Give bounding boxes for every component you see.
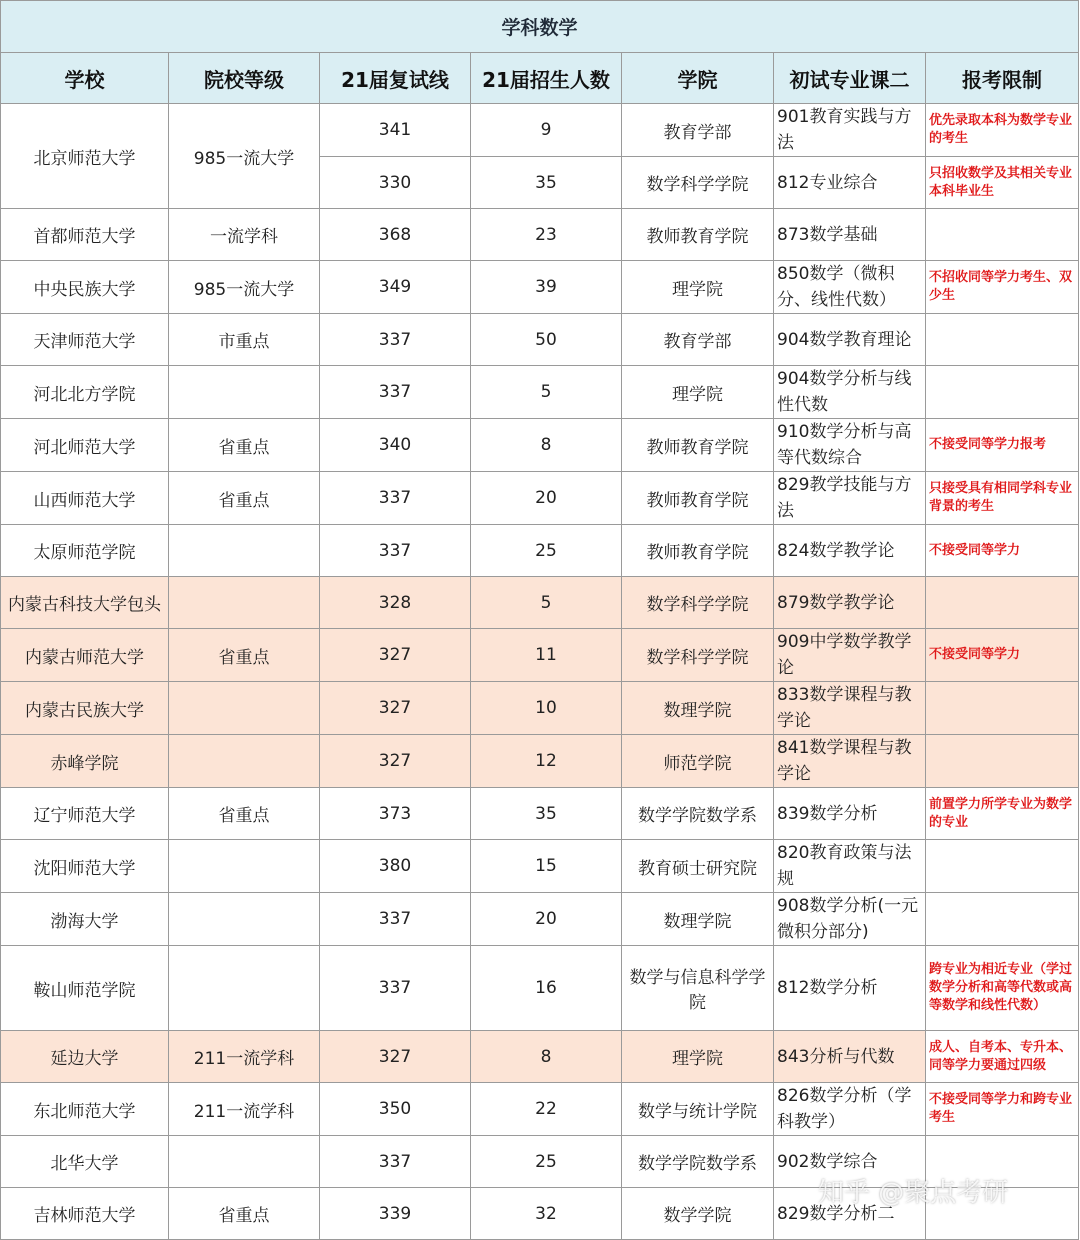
cell-course[interactable]: 879数学教学论 bbox=[774, 577, 926, 629]
cell-course[interactable]: 812数学分析 bbox=[774, 946, 926, 1031]
cell-score[interactable]: 341 bbox=[320, 104, 471, 157]
header-course[interactable]: 初试专业课二 bbox=[774, 53, 926, 104]
cell-limit[interactable] bbox=[926, 682, 1079, 735]
cell-limit[interactable]: 不接受同等学力报考 bbox=[926, 419, 1079, 472]
table-row bbox=[1, 314, 1079, 366]
cell-quota[interactable]: 16 bbox=[471, 946, 622, 1031]
header-limit[interactable]: 报考限制 bbox=[926, 53, 1079, 104]
cell-quota[interactable]: 35 bbox=[471, 788, 622, 840]
watermark-text: 知乎 @聚点考研 bbox=[818, 1178, 1009, 1208]
cell-level[interactable] bbox=[169, 893, 320, 946]
cell-level[interactable] bbox=[169, 366, 320, 419]
cell-score[interactable]: 337 bbox=[320, 366, 471, 419]
cell-limit[interactable] bbox=[926, 314, 1079, 366]
table-row bbox=[1, 946, 1079, 1031]
cell-level[interactable] bbox=[169, 525, 320, 577]
header-score[interactable]: 21届复试线 bbox=[320, 53, 471, 104]
cell-school[interactable]: 东北师范大学 bbox=[1, 1083, 169, 1136]
cell-limit[interactable]: 跨专业为相近专业（学过数学分析和高等代数或高等数学和线性代数） bbox=[926, 946, 1079, 1031]
cell-limit[interactable]: 成人、自考本、专升本、同等学力要通过四级 bbox=[926, 1031, 1079, 1083]
cell-course[interactable]: 829教学技能与方法 bbox=[774, 472, 926, 525]
cell-college[interactable]: 教育硕士研究院 bbox=[622, 840, 774, 893]
cell-college[interactable]: 教师教育学院 bbox=[622, 472, 774, 525]
cell-course[interactable]: 841数学课程与教学论 bbox=[774, 735, 926, 788]
cell-score[interactable]: 373 bbox=[320, 788, 471, 840]
cell-quota[interactable]: 20 bbox=[471, 893, 622, 946]
cell-level[interactable]: 省重点 bbox=[169, 472, 320, 525]
cell-college[interactable]: 师范学院 bbox=[622, 735, 774, 788]
cell-limit[interactable]: 只接受具有相同学科专业背景的考生 bbox=[926, 472, 1079, 525]
cell-course[interactable]: 829数学分析二 bbox=[774, 1188, 926, 1240]
cell-college[interactable]: 教师教育学院 bbox=[622, 419, 774, 472]
cell-quota[interactable]: 20 bbox=[471, 472, 622, 525]
header-level[interactable]: 院校等级 bbox=[169, 53, 320, 104]
table-row bbox=[1, 893, 1079, 946]
cell-limit[interactable] bbox=[926, 735, 1079, 788]
cell-limit[interactable] bbox=[926, 840, 1079, 893]
cell-course[interactable]: 843分析与代数 bbox=[774, 1031, 926, 1083]
cell-score[interactable]: 330 bbox=[320, 157, 471, 209]
cell-school[interactable]: 山西师范大学 bbox=[1, 472, 169, 525]
cell-school[interactable]: 赤峰学院 bbox=[1, 735, 169, 788]
cell-college[interactable]: 教师教育学院 bbox=[622, 209, 774, 261]
header-row bbox=[1, 53, 1079, 104]
cell-level[interactable]: 省重点 bbox=[169, 629, 320, 682]
cell-level[interactable]: 市重点 bbox=[169, 314, 320, 366]
cell-limit[interactable] bbox=[926, 1136, 1079, 1188]
cell-college[interactable]: 数学与统计学院 bbox=[622, 1083, 774, 1136]
cell-school[interactable]: 沈阳师范大学 bbox=[1, 840, 169, 893]
cell-school[interactable]: 内蒙古民族大学 bbox=[1, 682, 169, 735]
table-row bbox=[1, 1188, 1079, 1240]
cell-level[interactable]: 省重点 bbox=[169, 1188, 320, 1240]
cell-quota[interactable]: 8 bbox=[471, 1031, 622, 1083]
cell-level[interactable]: 985一流大学 bbox=[169, 261, 320, 314]
cell-quota[interactable]: 50 bbox=[471, 314, 622, 366]
cell-college[interactable]: 数学学院数学系 bbox=[622, 1136, 774, 1188]
cell-quota[interactable]: 11 bbox=[471, 629, 622, 682]
cell-school[interactable]: 北华大学 bbox=[1, 1136, 169, 1188]
cell-level[interactable] bbox=[169, 577, 320, 629]
cell-level[interactable]: 一流学科 bbox=[169, 209, 320, 261]
cell-quota[interactable]: 5 bbox=[471, 366, 622, 419]
cell-course[interactable]: 873数学基础 bbox=[774, 209, 926, 261]
cell-quota[interactable]: 8 bbox=[471, 419, 622, 472]
cell-score[interactable]: 380 bbox=[320, 840, 471, 893]
cell-score[interactable]: 368 bbox=[320, 209, 471, 261]
cell-limit[interactable]: 前置学力所学专业为数学的专业 bbox=[926, 788, 1079, 840]
cell-limit[interactable]: 不招收同等学力考生、双少生 bbox=[926, 261, 1079, 314]
table-row bbox=[1, 209, 1079, 261]
table-title: 学科数学 bbox=[1, 1, 1079, 53]
cell-course[interactable]: 902数学综合 bbox=[774, 1136, 926, 1188]
table-row bbox=[1, 629, 1079, 682]
cell-course[interactable]: 826数学分析（学科教学） bbox=[774, 1083, 926, 1136]
table-row bbox=[1, 104, 1079, 157]
cell-school[interactable]: 太原师范学院 bbox=[1, 525, 169, 577]
cell-level[interactable]: 985一流大学 bbox=[169, 104, 320, 209]
cell-school[interactable]: 内蒙古师范大学 bbox=[1, 629, 169, 682]
cell-score[interactable]: 337 bbox=[320, 525, 471, 577]
cell-limit[interactable]: 不接受同等学力和跨专业考生 bbox=[926, 1083, 1079, 1136]
cell-college[interactable]: 数学科学学院 bbox=[622, 577, 774, 629]
cell-course[interactable]: 824数学教学论 bbox=[774, 525, 926, 577]
table-row bbox=[1, 261, 1079, 314]
cell-limit[interactable]: 只招收数学及其相关专业本科毕业生 bbox=[926, 157, 1079, 209]
cell-level[interactable] bbox=[169, 1136, 320, 1188]
cell-school[interactable]: 中央民族大学 bbox=[1, 261, 169, 314]
table-row bbox=[1, 525, 1079, 577]
cell-score[interactable]: 337 bbox=[320, 946, 471, 1031]
cell-level[interactable] bbox=[169, 946, 320, 1031]
cell-score[interactable]: 327 bbox=[320, 735, 471, 788]
cell-course[interactable]: 909中学数学教学论 bbox=[774, 629, 926, 682]
table-row bbox=[1, 1083, 1079, 1136]
title-row bbox=[1, 1, 1079, 53]
cell-course[interactable]: 901教育实践与方法 bbox=[774, 104, 926, 157]
cell-college[interactable]: 教育学部 bbox=[622, 314, 774, 366]
table-row bbox=[1, 735, 1079, 788]
cell-score[interactable]: 327 bbox=[320, 682, 471, 735]
cell-level[interactable]: 211一流学科 bbox=[169, 1031, 320, 1083]
cell-school[interactable]: 渤海大学 bbox=[1, 893, 169, 946]
table-row bbox=[1, 840, 1079, 893]
cell-limit[interactable] bbox=[926, 209, 1079, 261]
cell-college[interactable]: 数理学院 bbox=[622, 893, 774, 946]
cell-college[interactable]: 理学院 bbox=[622, 261, 774, 314]
cell-quota[interactable]: 23 bbox=[471, 209, 622, 261]
cell-score[interactable]: 327 bbox=[320, 629, 471, 682]
table-row bbox=[1, 577, 1079, 629]
cell-quota[interactable]: 22 bbox=[471, 1083, 622, 1136]
cell-course[interactable]: 908数学分析(一元微积分部分) bbox=[774, 893, 926, 946]
cell-school[interactable]: 河北北方学院 bbox=[1, 366, 169, 419]
cell-school[interactable]: 河北师范大学 bbox=[1, 419, 169, 472]
cell-score[interactable]: 337 bbox=[320, 472, 471, 525]
cell-score[interactable]: 327 bbox=[320, 1031, 471, 1083]
cell-school[interactable]: 辽宁师范大学 bbox=[1, 788, 169, 840]
cell-level[interactable]: 省重点 bbox=[169, 419, 320, 472]
cell-limit[interactable] bbox=[926, 577, 1079, 629]
cell-quota[interactable]: 5 bbox=[471, 577, 622, 629]
cell-score[interactable]: 337 bbox=[320, 1136, 471, 1188]
cell-score[interactable]: 337 bbox=[320, 893, 471, 946]
table-row bbox=[1, 1031, 1079, 1083]
cell-course[interactable]: 812专业综合 bbox=[774, 157, 926, 209]
table-row bbox=[1, 419, 1079, 472]
cell-college[interactable]: 理学院 bbox=[622, 366, 774, 419]
cell-college[interactable]: 数学学院 bbox=[622, 1188, 774, 1240]
cell-score[interactable]: 339 bbox=[320, 1188, 471, 1240]
cell-college[interactable]: 教师教育学院 bbox=[622, 525, 774, 577]
table-row bbox=[1, 1136, 1079, 1188]
cell-quota[interactable]: 12 bbox=[471, 735, 622, 788]
cell-quota[interactable]: 25 bbox=[471, 525, 622, 577]
cell-quota[interactable]: 15 bbox=[471, 840, 622, 893]
cell-score[interactable]: 349 bbox=[320, 261, 471, 314]
cell-course[interactable]: 850数学（微积分、线性代数） bbox=[774, 261, 926, 314]
cell-limit[interactable] bbox=[926, 893, 1079, 946]
cell-school[interactable]: 北京师范大学 bbox=[1, 104, 169, 209]
cell-level[interactable]: 省重点 bbox=[169, 788, 320, 840]
cell-college[interactable]: 数理学院 bbox=[622, 682, 774, 735]
table-row bbox=[1, 682, 1079, 735]
cell-limit[interactable] bbox=[926, 366, 1079, 419]
header-quota[interactable]: 21届招生人数 bbox=[471, 53, 622, 104]
cell-school[interactable]: 鞍山师范学院 bbox=[1, 946, 169, 1031]
cell-college[interactable]: 教育学部 bbox=[622, 104, 774, 157]
cell-quota[interactable]: 25 bbox=[471, 1136, 622, 1188]
cell-college[interactable]: 理学院 bbox=[622, 1031, 774, 1083]
cell-limit[interactable]: 不接受同等学力 bbox=[926, 525, 1079, 577]
cell-quota[interactable]: 39 bbox=[471, 261, 622, 314]
cell-score[interactable]: 328 bbox=[320, 577, 471, 629]
cell-quota[interactable]: 10 bbox=[471, 682, 622, 735]
cell-limit[interactable]: 不接受同等学力 bbox=[926, 629, 1079, 682]
cell-course[interactable]: 904数学分析与线性代数 bbox=[774, 366, 926, 419]
cell-score[interactable]: 337 bbox=[320, 314, 471, 366]
cell-level[interactable] bbox=[169, 840, 320, 893]
cell-school[interactable]: 内蒙古科技大学包头 bbox=[1, 577, 169, 629]
table-row bbox=[1, 366, 1079, 419]
cell-school[interactable]: 吉林师范大学 bbox=[1, 1188, 169, 1240]
cell-course[interactable]: 904数学教育理论 bbox=[774, 314, 926, 366]
cell-school[interactable]: 天津师范大学 bbox=[1, 314, 169, 366]
cell-school[interactable]: 延边大学 bbox=[1, 1031, 169, 1083]
cell-quota[interactable]: 9 bbox=[471, 104, 622, 157]
cell-score[interactable]: 350 bbox=[320, 1083, 471, 1136]
cell-quota[interactable]: 32 bbox=[471, 1188, 622, 1240]
cell-course[interactable]: 820教育政策与法规 bbox=[774, 840, 926, 893]
cell-course[interactable]: 833数学课程与教学论 bbox=[774, 682, 926, 735]
cell-level[interactable] bbox=[169, 735, 320, 788]
cell-quota[interactable]: 35 bbox=[471, 157, 622, 209]
cell-limit[interactable] bbox=[926, 1188, 1079, 1240]
cell-level[interactable]: 211一流学科 bbox=[169, 1083, 320, 1136]
table-row bbox=[1, 788, 1079, 840]
cell-college[interactable]: 数学学院数学系 bbox=[622, 788, 774, 840]
cell-score[interactable]: 340 bbox=[320, 419, 471, 472]
cell-course[interactable]: 839数学分析 bbox=[774, 788, 926, 840]
header-school[interactable]: 学校 bbox=[1, 53, 169, 104]
cell-college[interactable]: 数学科学学院 bbox=[622, 629, 774, 682]
table-row bbox=[1, 472, 1079, 525]
cell-course[interactable]: 910数学分析与高等代数综合 bbox=[774, 419, 926, 472]
header-college[interactable]: 学院 bbox=[622, 53, 774, 104]
cell-college[interactable]: 数学与信息科学学院 bbox=[622, 946, 774, 1031]
cell-school[interactable]: 首都师范大学 bbox=[1, 209, 169, 261]
cell-limit[interactable]: 优先录取本科为数学专业的考生 bbox=[926, 104, 1079, 157]
cell-level[interactable] bbox=[169, 682, 320, 735]
cell-college[interactable]: 数学科学学院 bbox=[622, 157, 774, 209]
